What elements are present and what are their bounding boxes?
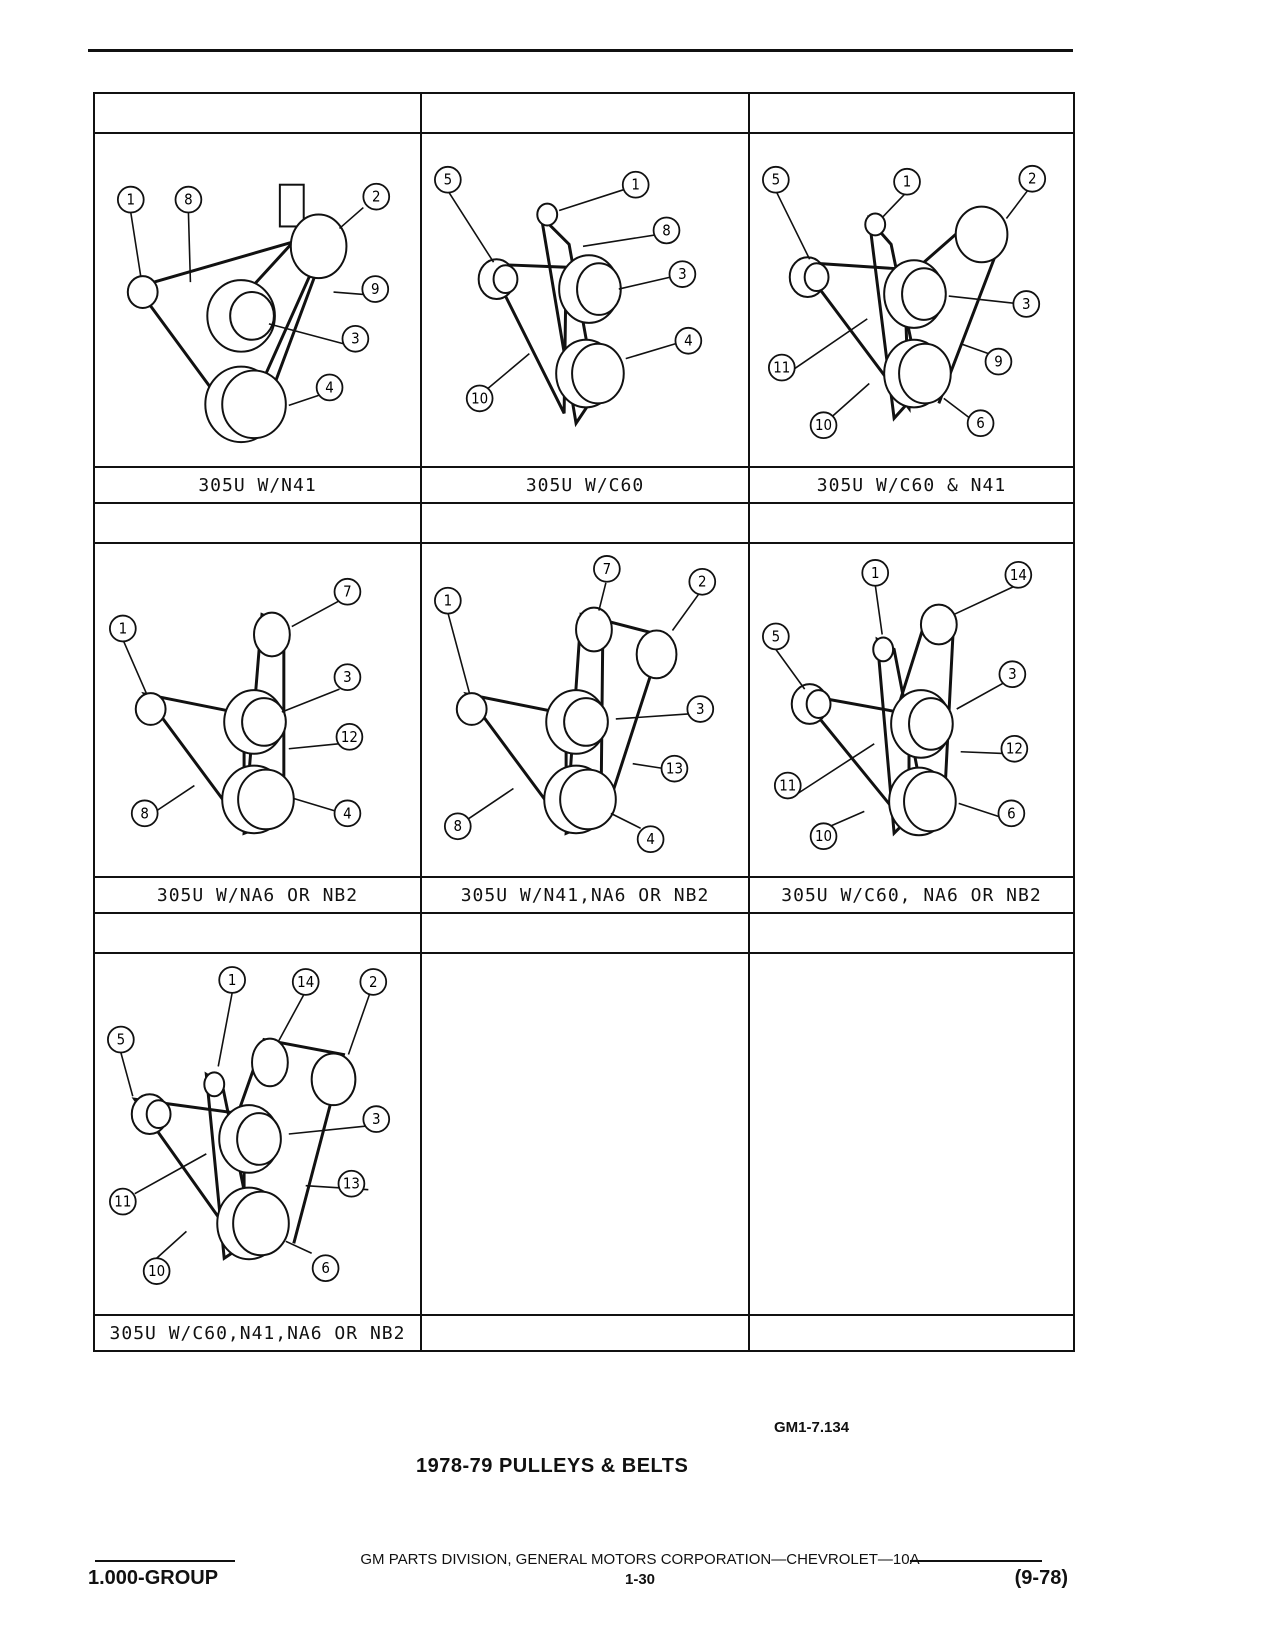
callout-bubble — [594, 556, 620, 582]
diagram-cell — [749, 543, 1074, 877]
callout-bubble — [342, 326, 368, 352]
callout-bubble — [775, 773, 801, 799]
belt-diagram-305u-n41 — [95, 134, 420, 466]
header-cell — [94, 503, 421, 543]
svg-text:2: 2 — [698, 572, 707, 591]
header-cell — [749, 503, 1074, 543]
header-cell — [421, 503, 749, 543]
diagram-caption: 305U W/C60 — [421, 467, 749, 503]
svg-text:5: 5 — [443, 170, 453, 189]
svg-text:2: 2 — [1027, 169, 1037, 188]
footer-division: GM PARTS DIVISION, GENERAL MOTORS CORPORATION—CHEVROLET—10A — [360, 1551, 920, 1568]
callout-bubble — [662, 756, 688, 782]
svg-text:5: 5 — [771, 170, 781, 189]
svg-text:12: 12 — [340, 727, 358, 746]
svg-text:10: 10 — [148, 1262, 166, 1281]
callout-bubble — [968, 410, 994, 436]
svg-text:2: 2 — [369, 972, 378, 991]
callout-bubble — [811, 412, 837, 438]
empty-cell — [749, 953, 1074, 1315]
diagram-cell — [94, 953, 421, 1315]
svg-text:10: 10 — [815, 827, 833, 846]
svg-text:7: 7 — [602, 559, 612, 578]
top-rule — [88, 49, 1073, 52]
callout-bubble — [363, 184, 389, 210]
header-cell — [749, 913, 1074, 953]
empty-caption-cell — [749, 1315, 1074, 1351]
svg-text:3: 3 — [351, 329, 360, 348]
svg-text:7: 7 — [343, 582, 352, 601]
svg-text:5: 5 — [116, 1030, 126, 1049]
svg-text:10: 10 — [815, 416, 833, 435]
header-cell — [94, 93, 421, 133]
callout-bubble — [467, 385, 493, 411]
svg-text:8: 8 — [453, 817, 463, 836]
empty-caption-cell — [421, 1315, 749, 1351]
svg-text:11: 11 — [114, 1192, 132, 1211]
callout-bubble — [362, 276, 388, 302]
footer-group: 1.000-GROUP — [88, 1567, 219, 1589]
diagram-cell — [749, 133, 1074, 467]
callout-bubble — [313, 1255, 339, 1281]
svg-text:11: 11 — [779, 776, 797, 795]
diagram-caption: 305U W/C60,N41,NA6 OR NB2 — [94, 1315, 421, 1351]
callout-bubble — [293, 969, 319, 995]
footer-page-number: 1-30 — [624, 1571, 656, 1588]
callout-bubble — [317, 375, 343, 401]
diagram-caption: 305U W/NA6 OR NB2 — [94, 877, 421, 913]
callout-bubble — [894, 169, 920, 195]
callout-bubble — [110, 1189, 136, 1215]
diagram-cell — [94, 543, 421, 877]
svg-text:3: 3 — [343, 668, 352, 687]
callout-bubble — [335, 579, 361, 605]
svg-text:3: 3 — [372, 1110, 381, 1129]
svg-text:1: 1 — [227, 970, 237, 989]
svg-text:13: 13 — [665, 759, 683, 778]
svg-text:6: 6 — [1007, 804, 1016, 823]
callout-bubble — [998, 800, 1024, 826]
callout-bubble — [638, 826, 664, 852]
svg-text:14: 14 — [1009, 565, 1027, 584]
callout-bubble — [108, 1027, 134, 1053]
callout-bubble — [144, 1258, 170, 1284]
svg-text:6: 6 — [976, 414, 985, 433]
callout-bubble — [118, 187, 144, 213]
header-cell — [749, 93, 1074, 133]
callout-bubble — [360, 969, 386, 995]
belt-diagram-305u-n41-na6-nb2 — [422, 544, 748, 876]
header-cell — [94, 913, 421, 953]
svg-text:3: 3 — [1008, 665, 1017, 684]
callout-bubble — [769, 355, 795, 381]
svg-text:1: 1 — [126, 190, 136, 209]
callout-bubble — [687, 696, 713, 722]
svg-text:9: 9 — [994, 352, 1003, 371]
svg-text:5: 5 — [771, 627, 781, 646]
callout-bubble — [623, 172, 649, 198]
header-cell — [421, 93, 749, 133]
empty-cell — [421, 953, 749, 1315]
callout-bubble — [654, 218, 680, 244]
callout-bubble — [435, 167, 461, 193]
pulley-diagram-grid — [93, 92, 1075, 1352]
callout-bubble — [675, 328, 701, 354]
diagram-cell — [421, 543, 749, 877]
callout-bubble — [132, 800, 158, 826]
svg-text:3: 3 — [1022, 294, 1031, 313]
svg-text:4: 4 — [646, 830, 655, 849]
callout-bubble — [999, 661, 1025, 687]
svg-text:14: 14 — [297, 972, 315, 991]
callout-bubble — [337, 724, 363, 750]
svg-text:13: 13 — [342, 1174, 360, 1193]
svg-text:9: 9 — [371, 280, 380, 299]
callout-bubble — [435, 588, 461, 614]
svg-text:2: 2 — [372, 187, 381, 206]
callout-bubble — [339, 1171, 365, 1197]
callout-bubble — [363, 1106, 389, 1132]
belt-diagram-305u-c60 — [422, 134, 748, 466]
svg-text:1: 1 — [902, 172, 912, 191]
callout-bubble — [986, 349, 1012, 375]
callout-bubble — [335, 664, 361, 690]
callout-bubble — [335, 800, 361, 826]
callout-bubble — [1001, 736, 1027, 762]
callout-bubble — [763, 167, 789, 193]
callout-bubble — [1019, 166, 1045, 192]
belt-diagram-305u-c60-n41 — [750, 134, 1073, 466]
svg-text:6: 6 — [321, 1259, 330, 1278]
diagram-caption: 305U W/C60, NA6 OR NB2 — [749, 877, 1074, 913]
svg-text:8: 8 — [184, 190, 193, 209]
svg-text:11: 11 — [773, 358, 791, 377]
diagram-caption: 305U W/N41 — [94, 467, 421, 503]
svg-text:3: 3 — [678, 265, 687, 284]
svg-text:1: 1 — [443, 591, 453, 610]
svg-text:8: 8 — [140, 804, 149, 823]
callout-bubble — [110, 616, 136, 642]
header-cell — [421, 913, 749, 953]
svg-text:1: 1 — [631, 175, 640, 194]
callout-bubble — [1013, 291, 1039, 317]
belt-diagram-305u-c60-n41-na6-nb2 — [95, 954, 420, 1314]
callout-bubble — [763, 624, 789, 650]
callout-bubble — [219, 967, 245, 993]
diagram-cell — [421, 133, 749, 467]
svg-text:1: 1 — [118, 619, 128, 638]
diagram-cell — [94, 133, 421, 467]
diagram-caption: 305U W/C60 & N41 — [749, 467, 1074, 503]
page-title: 1978-79 PULLEYS & BELTS — [416, 1455, 689, 1477]
svg-text:3: 3 — [696, 699, 705, 718]
svg-text:1: 1 — [870, 563, 880, 582]
belt-diagram-305u-na6-nb2 — [95, 544, 420, 876]
diagram-caption: 305U W/N41,NA6 OR NB2 — [421, 877, 749, 913]
callout-bubble — [811, 823, 837, 849]
svg-text:8: 8 — [662, 221, 671, 240]
callout-bubble — [176, 187, 202, 213]
callout-bubble — [669, 261, 695, 287]
belt-diagram-305u-c60-na6-nb2 — [750, 544, 1073, 876]
callout-bubble — [445, 813, 471, 839]
svg-text:4: 4 — [343, 804, 352, 823]
svg-text:10: 10 — [471, 389, 489, 408]
svg-text:12: 12 — [1005, 739, 1023, 758]
svg-text:4: 4 — [325, 378, 334, 397]
footer-date: (9-78) — [1014, 1567, 1068, 1589]
svg-text:4: 4 — [684, 331, 693, 350]
callout-bubble — [862, 560, 888, 586]
figure-id: GM1-7.134 — [774, 1419, 850, 1436]
callout-bubble — [1005, 562, 1031, 588]
callout-bubble — [689, 569, 715, 595]
